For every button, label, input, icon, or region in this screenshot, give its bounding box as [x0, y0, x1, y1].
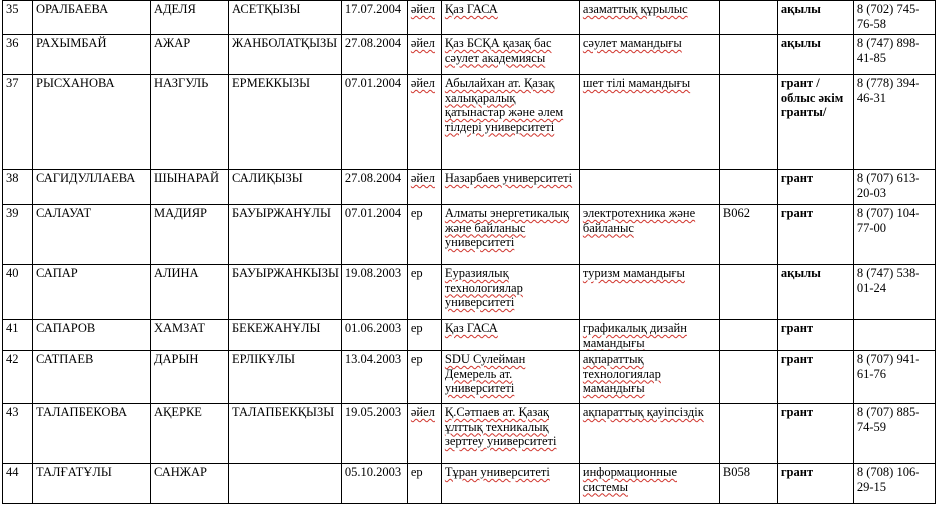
program-code-cell	[719, 320, 777, 351]
university-cell: Қаз БСҚА қазақ бас сәулет академиясы	[441, 35, 579, 75]
name-cell: АДЕЛЯ	[151, 1, 229, 35]
program-code-cell: B058	[719, 464, 777, 504]
patronymic-cell: ЖАНБОЛАТҚЫЗЫ	[229, 35, 342, 75]
surname-cell: ОРАЛБАЕВА	[33, 1, 151, 35]
birth-date-cell: 27.08.2004	[341, 35, 407, 75]
university-cell: Еуразиялық технологиялар университеті	[441, 265, 579, 320]
university-cell: Қаз ГАСА	[441, 1, 579, 35]
gender-cell: әйел	[407, 170, 441, 205]
table-row	[3, 205, 936, 265]
surname-cell: РЫСХАНОВА	[33, 75, 151, 170]
table-row	[3, 404, 936, 464]
table-row	[3, 351, 936, 404]
surname-cell: САПАРОВ	[33, 320, 151, 351]
birth-date-cell: 13.04.2003	[341, 351, 407, 404]
row-number: 35	[3, 1, 33, 35]
gender-cell: әйел	[407, 1, 441, 35]
table-row	[3, 170, 936, 205]
specialty-cell: шет тілі мамандығы	[579, 75, 719, 170]
patronymic-cell: БАУЫРЖАНКЫЗЫ	[229, 265, 342, 320]
phone-cell: 8 (707) 613-20-03	[853, 170, 935, 205]
university-cell: Алматы энергетикалық және байланыс университеті	[441, 205, 579, 265]
specialty-cell: ақпараттық қауіпсіздік	[579, 404, 719, 464]
table-body	[3, 1, 936, 504]
gender-cell: әйел	[407, 35, 441, 75]
payment-type-cell: ақылы	[777, 265, 853, 320]
student-table	[2, 0, 936, 504]
birth-date-cell: 07.01.2004	[341, 75, 407, 170]
surname-cell: РАХЫМБАЙ	[33, 35, 151, 75]
table-row	[3, 35, 936, 75]
specialty-cell: азаматтық құрылыс	[579, 1, 719, 35]
university-cell: Назарбаев университеті	[441, 170, 579, 205]
specialty-cell: электротехника және байланыс	[579, 205, 719, 265]
birth-date-cell: 07.01.2004	[341, 205, 407, 265]
phone-cell	[853, 320, 935, 351]
payment-type-cell: грант	[777, 170, 853, 205]
payment-type-cell: ақылы	[777, 1, 853, 35]
row-number: 37	[3, 75, 33, 170]
surname-cell: САПАР	[33, 265, 151, 320]
phone-cell: 8 (702) 745-76-58	[853, 1, 935, 35]
program-code-cell	[719, 404, 777, 464]
program-code-cell: B062	[719, 205, 777, 265]
phone-cell: 8 (747) 898-41-85	[853, 35, 935, 75]
row-number: 43	[3, 404, 33, 464]
name-cell: НАЗГУЛЬ	[151, 75, 229, 170]
name-cell: АЖАР	[151, 35, 229, 75]
birth-date-cell: 19.08.2003	[341, 265, 407, 320]
university-cell: Тұран университеті	[441, 464, 579, 504]
name-cell: ХАМЗАТ	[151, 320, 229, 351]
row-number: 39	[3, 205, 33, 265]
surname-cell: САГИДУЛЛАЕВА	[33, 170, 151, 205]
payment-type-cell: грант /облыс әкім гранты/	[777, 75, 853, 170]
specialty-cell: сәулет мамандығы	[579, 35, 719, 75]
name-cell: САНЖАР	[151, 464, 229, 504]
row-number: 38	[3, 170, 33, 205]
birth-date-cell: 19.05.2003	[341, 404, 407, 464]
university-cell: SDU Сулейман Демерель ат. университеті	[441, 351, 579, 404]
university-cell: Қаз ГАСА	[441, 320, 579, 351]
payment-type-cell: грант	[777, 205, 853, 265]
name-cell: ШЫНАРАЙ	[151, 170, 229, 205]
program-code-cell	[719, 351, 777, 404]
phone-cell: 8 (708) 106-29-15	[853, 464, 935, 504]
patronymic-cell: ЕРЛІКҰЛЫ	[229, 351, 342, 404]
table-row	[3, 75, 936, 170]
payment-type-cell: грант	[777, 320, 853, 351]
gender-cell: ер	[407, 464, 441, 504]
specialty-cell: информационные системы	[579, 464, 719, 504]
row-number: 44	[3, 464, 33, 504]
birth-date-cell: 27.08.2004	[341, 170, 407, 205]
gender-cell: әйел	[407, 404, 441, 464]
name-cell: МАДИЯР	[151, 205, 229, 265]
surname-cell: ТАЛҒАТҰЛЫ	[33, 464, 151, 504]
specialty-cell: туризм мамандығы	[579, 265, 719, 320]
program-code-cell	[719, 35, 777, 75]
program-code-cell	[719, 75, 777, 170]
birth-date-cell: 17.07.2004	[341, 1, 407, 35]
patronymic-cell: ЕРМЕККЫЗЫ	[229, 75, 342, 170]
program-code-cell	[719, 265, 777, 320]
gender-cell: ер	[407, 320, 441, 351]
payment-type-cell: грант	[777, 404, 853, 464]
payment-type-cell: грант	[777, 351, 853, 404]
program-code-cell	[719, 1, 777, 35]
table-row	[3, 464, 936, 504]
name-cell: АЛИНА	[151, 265, 229, 320]
surname-cell: САТПАЕВ	[33, 351, 151, 404]
patronymic-cell: БАУЫРЖАНҰЛЫ	[229, 205, 342, 265]
specialty-cell: графикалық дизайн мамандығы	[579, 320, 719, 351]
gender-cell: әйел	[407, 75, 441, 170]
row-number: 41	[3, 320, 33, 351]
table-row	[3, 1, 936, 35]
phone-cell: 8 (747) 538-01-24	[853, 265, 935, 320]
patronymic-cell: АСЕТҚЫЗЫ	[229, 1, 342, 35]
patronymic-cell: САЛИҚЫЗЫ	[229, 170, 342, 205]
birth-date-cell: 01.06.2003	[341, 320, 407, 351]
phone-cell: 8 (707) 885-74-59	[853, 404, 935, 464]
birth-date-cell: 05.10.2003	[341, 464, 407, 504]
name-cell: АҚЕРКЕ	[151, 404, 229, 464]
payment-type-cell: грант	[777, 464, 853, 504]
gender-cell: ер	[407, 351, 441, 404]
table-row	[3, 265, 936, 320]
payment-type-cell: ақылы	[777, 35, 853, 75]
name-cell: ДАРЫН	[151, 351, 229, 404]
surname-cell: ТАЛАПБЕКОВА	[33, 404, 151, 464]
patronymic-cell: БЕКЕЖАНҰЛЫ	[229, 320, 342, 351]
patronymic-cell: ТАЛАПБЕКҚЫЗЫ	[229, 404, 342, 464]
patronymic-cell	[229, 464, 342, 504]
surname-cell: САЛАУАТ	[33, 205, 151, 265]
row-number: 40	[3, 265, 33, 320]
phone-cell: 8 (707) 941-61-76	[853, 351, 935, 404]
gender-cell: ер	[407, 205, 441, 265]
phone-cell: 8 (707) 104-77-00	[853, 205, 935, 265]
university-cell: Абылайхан ат. Қазақ халықаралық қатынастар және әлем тілдері университеті	[441, 75, 579, 170]
program-code-cell	[719, 170, 777, 205]
table-row	[3, 320, 936, 351]
specialty-cell	[579, 170, 719, 205]
row-number: 42	[3, 351, 33, 404]
specialty-cell: ақпараттық технологиялар мамандығы	[579, 351, 719, 404]
gender-cell: ер	[407, 265, 441, 320]
university-cell: Қ.Сәтпаев ат. Қазақ ұлттық техникалық зерттеу университеті	[441, 404, 579, 464]
row-number: 36	[3, 35, 33, 75]
phone-cell: 8 (778) 394-46-31	[853, 75, 935, 170]
